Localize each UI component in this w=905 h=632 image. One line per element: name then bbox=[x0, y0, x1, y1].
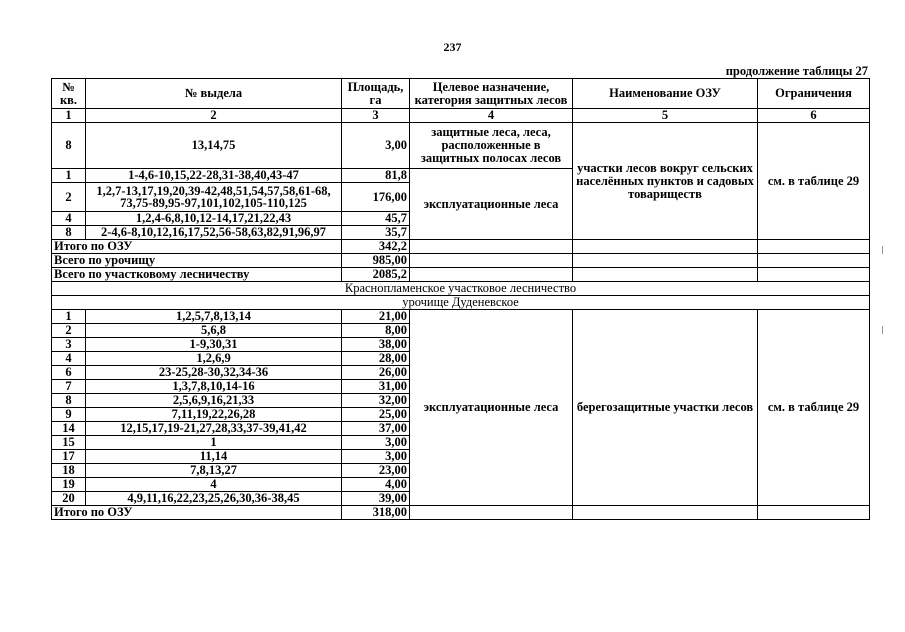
purpose-cell: эксплуатационные леса bbox=[410, 310, 573, 506]
empty-cell bbox=[573, 506, 758, 520]
total-ozu-row bbox=[52, 506, 870, 520]
continuation-label: продолжение таблицы 27 bbox=[725, 64, 868, 78]
header-ozu: Наименование ОЗУ bbox=[573, 79, 758, 109]
total-ozu-label: Итого по ОЗУ bbox=[52, 506, 342, 520]
vydel-cell: 5,6,8 bbox=[86, 324, 342, 338]
urochishche-heading: урочище Дуденевское bbox=[52, 296, 870, 310]
vydel-cell: 7,8,13,27 bbox=[86, 464, 342, 478]
total-lesnichestvo-row bbox=[52, 268, 870, 282]
kv-cell: 20 bbox=[52, 492, 86, 506]
total-ozu-row bbox=[52, 240, 870, 254]
total-urochishche-value: 985,00 bbox=[342, 254, 410, 268]
vydel-cell: 4,9,11,16,22,23,25,26,30,36-38,45 bbox=[86, 492, 342, 506]
restriction-cell: см. в таблице 29 bbox=[758, 123, 870, 240]
area-cell: 3,00 bbox=[342, 450, 410, 464]
kv-cell: 3 bbox=[52, 338, 86, 352]
empty-cell bbox=[758, 506, 870, 520]
area-cell: 4,00 bbox=[342, 478, 410, 492]
ozu-name-cell: участки лесов вокруг сельских населённых пунктов и садовых товариществ bbox=[573, 123, 758, 240]
colnum-1: 1 bbox=[52, 109, 86, 123]
area-cell: 28,00 bbox=[342, 352, 410, 366]
header-vydel: № выдела bbox=[86, 79, 342, 109]
kv-cell: 6 bbox=[52, 366, 86, 380]
header-row bbox=[52, 79, 870, 109]
vydel-cell: 1,2,7-13,17,19,20,39-42,48,51,54,57,58,61-68, 73,75-89,95-97,101,102,105-110,125 bbox=[86, 183, 342, 212]
colnum-4: 4 bbox=[410, 109, 573, 123]
purpose-cell: эксплуатационные леса bbox=[410, 169, 573, 240]
area-cell: 81,8 bbox=[342, 169, 410, 183]
purpose-cell: защитные леса, леса, расположенные в защитных полосах лесов bbox=[410, 123, 573, 169]
area-cell: 21,00 bbox=[342, 310, 410, 324]
header-kv: № кв. bbox=[52, 79, 86, 109]
total-lesnichestvo-label: Всего по участковому лесничеству bbox=[52, 268, 342, 282]
colnum-5: 5 bbox=[573, 109, 758, 123]
vydel-cell: 1 bbox=[86, 436, 342, 450]
total-ozu-label: Итого по ОЗУ bbox=[52, 240, 342, 254]
vydel-cell: 2,5,6,9,16,21,33 bbox=[86, 394, 342, 408]
vydel-cell: 4 bbox=[86, 478, 342, 492]
kv-cell: 17 bbox=[52, 450, 86, 464]
vydel-cell: 12,15,17,19-21,27,28,33,37-39,41,42 bbox=[86, 422, 342, 436]
kv-cell: 19 bbox=[52, 478, 86, 492]
total-ozu-value: 342,2 bbox=[342, 240, 410, 254]
ozu-name-cell: берегозащитные участки лесов bbox=[573, 310, 758, 506]
kv-cell: 2 bbox=[52, 324, 86, 338]
protective-forests-table bbox=[51, 78, 870, 520]
lesnichestvo-heading-row bbox=[52, 282, 870, 296]
area-cell: 3,00 bbox=[342, 436, 410, 450]
vydel-cell: 11,14 bbox=[86, 450, 342, 464]
vydel-cell: 1,2,6,9 bbox=[86, 352, 342, 366]
empty-cell bbox=[573, 240, 758, 254]
restriction-cell: см. в таблице 29 bbox=[758, 310, 870, 506]
area-cell: 31,00 bbox=[342, 380, 410, 394]
kv-cell: 4 bbox=[52, 212, 86, 226]
vydel-cell: 7,11,19,22,26,28 bbox=[86, 408, 342, 422]
empty-cell bbox=[573, 254, 758, 268]
kv-cell: 9 bbox=[52, 408, 86, 422]
vydel-cell: 1,2,5,7,8,13,14 bbox=[86, 310, 342, 324]
empty-cell bbox=[410, 240, 573, 254]
vydel-cell: 1-4,6-10,15,22-28,31-38,40,43-47 bbox=[86, 169, 342, 183]
kv-cell: 18 bbox=[52, 464, 86, 478]
colnum-2: 2 bbox=[86, 109, 342, 123]
kv-cell: 7 bbox=[52, 380, 86, 394]
vydel-cell: 1,3,7,8,10,14-16 bbox=[86, 380, 342, 394]
area-cell: 35,7 bbox=[342, 226, 410, 240]
vydel-cell: 23-25,28-30,32,34-36 bbox=[86, 366, 342, 380]
vydel-cell: 1-9,30,31 bbox=[86, 338, 342, 352]
total-urochishche-label: Всего по урочищу bbox=[52, 254, 342, 268]
header-restrictions: Ограничения bbox=[758, 79, 870, 109]
kv-cell: 1 bbox=[52, 169, 86, 183]
colnum-6: 6 bbox=[758, 109, 870, 123]
empty-cell bbox=[410, 268, 573, 282]
page-number: 237 bbox=[443, 40, 462, 54]
total-lesnichestvo-value: 2085,2 bbox=[342, 268, 410, 282]
lesnichestvo-heading: Краснопламенское участковое лесничество bbox=[52, 282, 870, 296]
area-cell: 8,00 bbox=[342, 324, 410, 338]
colnum-3: 3 bbox=[342, 109, 410, 123]
kv-cell: 8 bbox=[52, 226, 86, 240]
header-area: Площадь, га bbox=[342, 79, 410, 109]
total-ozu-value: 318,00 bbox=[342, 506, 410, 520]
empty-cell bbox=[758, 254, 870, 268]
kv-cell: 8 bbox=[52, 123, 86, 169]
empty-cell bbox=[410, 254, 573, 268]
empty-cell bbox=[758, 240, 870, 254]
area-cell: 39,00 bbox=[342, 492, 410, 506]
table-row bbox=[52, 310, 870, 324]
kv-cell: 8 bbox=[52, 394, 86, 408]
area-cell: 176,00 bbox=[342, 183, 410, 212]
area-cell: 23,00 bbox=[342, 464, 410, 478]
vydel-cell: 13,14,75 bbox=[86, 123, 342, 169]
empty-cell bbox=[410, 506, 573, 520]
area-cell: 3,00 bbox=[342, 123, 410, 169]
empty-cell bbox=[758, 268, 870, 282]
total-urochishche-row bbox=[52, 254, 870, 268]
kv-cell: 1 bbox=[52, 310, 86, 324]
column-number-row bbox=[52, 109, 870, 123]
kv-cell: 4 bbox=[52, 352, 86, 366]
area-cell: 37,00 bbox=[342, 422, 410, 436]
header-purpose: Целевое назначение, категория защитных лесов bbox=[410, 79, 573, 109]
kv-cell: 2 bbox=[52, 183, 86, 212]
area-cell: 26,00 bbox=[342, 366, 410, 380]
urochishche-heading-row bbox=[52, 296, 870, 310]
vydel-cell: 1,2,4-6,8,10,12-14,17,21,22,43 bbox=[86, 212, 342, 226]
area-cell: 32,00 bbox=[342, 394, 410, 408]
kv-cell: 15 bbox=[52, 436, 86, 450]
vydel-cell: 2-4,6-8,10,12,16,17,52,56-58,63,82,91,96,97 bbox=[86, 226, 342, 240]
kv-cell: 14 bbox=[52, 422, 86, 436]
empty-cell bbox=[573, 268, 758, 282]
area-cell: 25,00 bbox=[342, 408, 410, 422]
area-cell: 38,00 bbox=[342, 338, 410, 352]
table-row bbox=[52, 123, 870, 169]
area-cell: 45,7 bbox=[342, 212, 410, 226]
